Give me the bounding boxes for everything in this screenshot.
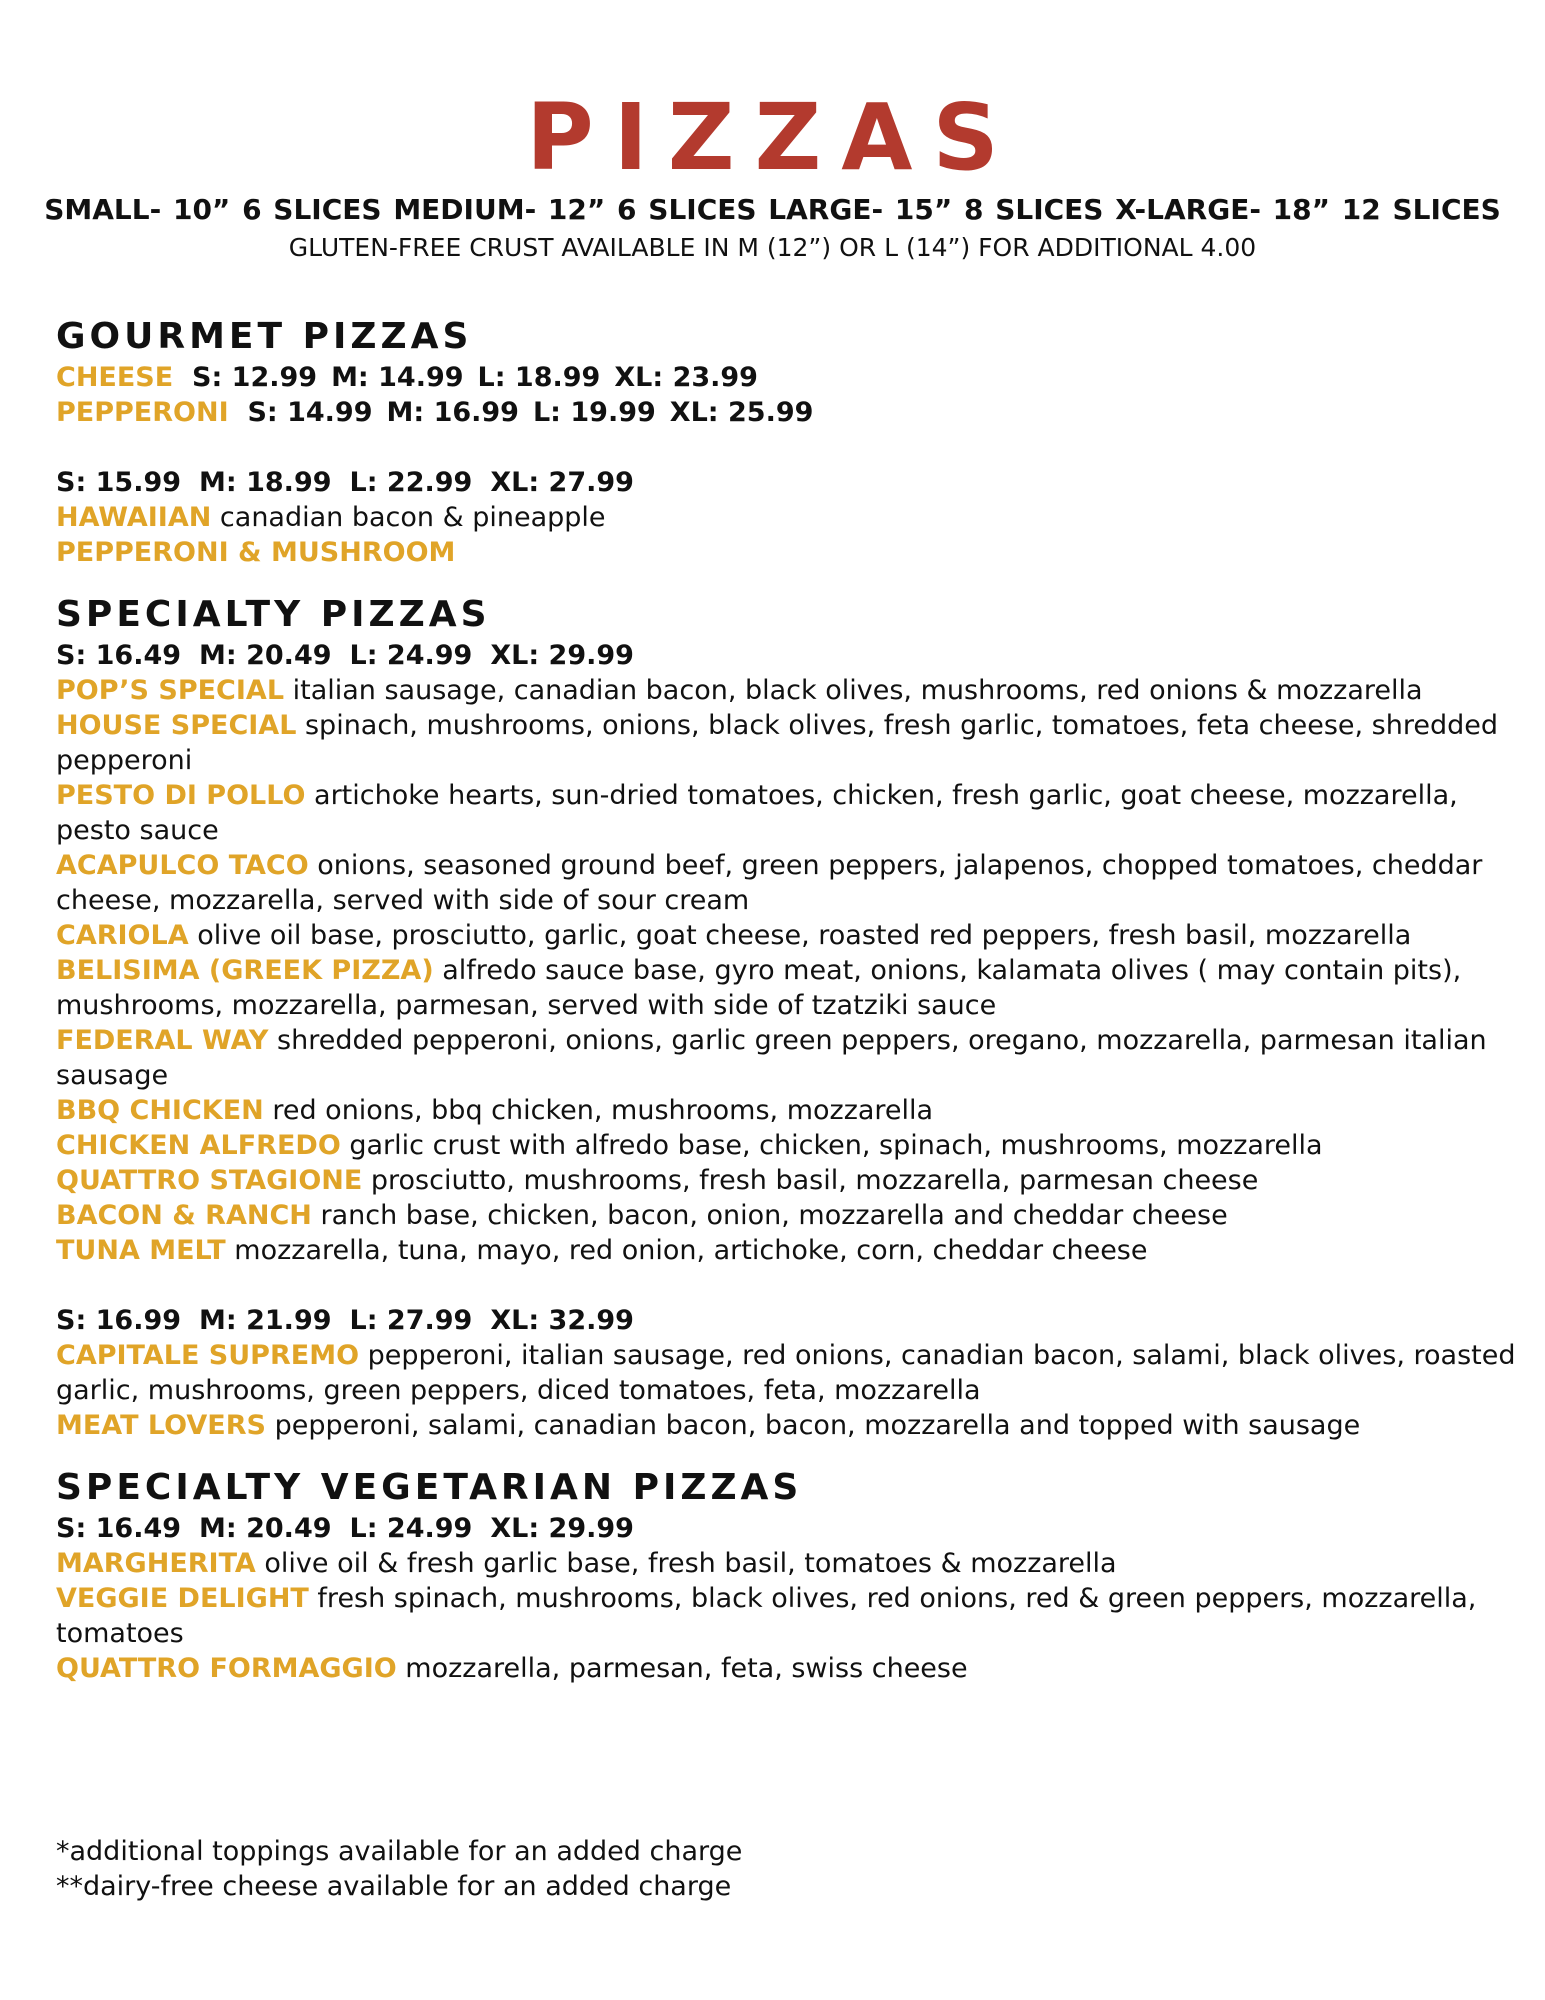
price-medium: M: 16.99 [386, 397, 519, 428]
item-name: FEDERAL WAY [56, 1025, 269, 1056]
item-name: BELISIMA (GREEK PIZZA) [56, 955, 434, 986]
item-name: TUNA MELT [56, 1235, 226, 1266]
menu-item-veggie-delight [56, 1581, 1516, 1651]
price-large: L: 24.99 [349, 640, 473, 671]
price-small: S: 16.49 [56, 640, 182, 671]
footnote-toppings: *additional toppings available for an added charge [56, 1836, 743, 1867]
price-small: S: 16.49 [56, 1513, 182, 1544]
section-heading-vegetarian: SPECIALTY VEGETARIAN PIZZAS [56, 1467, 803, 1508]
item-description: italian sausage, canadian bacon, black olives, mushrooms, red onions & mozzarella [284, 675, 1423, 706]
item-description: garlic crust with alfredo base, chicken, spinach, mushrooms, mozzarella [340, 1130, 1323, 1161]
item-name: BACON & RANCH [56, 1200, 312, 1231]
price-xlarge: XL: 29.99 [490, 1513, 634, 1544]
item-description: red onions, bbq chicken, mushrooms, mozzarella [263, 1095, 934, 1126]
menu-item-tuna-melt [56, 1233, 1516, 1268]
item-name: PEPPERONI [56, 397, 229, 428]
item-description: canadian bacon & pineapple [211, 502, 606, 533]
menu-item-hawaiian [56, 500, 1516, 535]
menu-item-pepperoni-mushroom [56, 535, 1516, 570]
menu-item-quattro-formaggio [56, 1651, 1516, 1686]
item-description: mozzarella, tuna, mayo, red onion, artichoke, corn, cheddar cheese [225, 1235, 1148, 1266]
price-small: S: 12.99 [192, 362, 318, 393]
price-medium: M: 20.49 [199, 1513, 332, 1544]
menu-item-belisima [56, 953, 1516, 1023]
menu-item-meat-lovers [56, 1408, 1516, 1443]
price-small: S: 14.99 [247, 397, 373, 428]
menu-item-house-special [56, 708, 1516, 778]
item-name: CHICKEN ALFREDO [56, 1130, 341, 1161]
menu-item-bacon-ranch [56, 1198, 1516, 1233]
item-description: olive oil & fresh garlic base, fresh basil, tomatoes & mozzarella [255, 1548, 1117, 1579]
price-row-vegetarian [56, 1511, 1516, 1546]
price-small: S: 15.99 [56, 467, 182, 498]
price-row-specialty-group2 [56, 1303, 1516, 1338]
item-description: prosciutto, mushrooms, fresh basil, mozzarella, parmesan cheese [362, 1165, 1259, 1196]
item-name: QUATTRO FORMAGGIO [56, 1653, 397, 1684]
menu-item-pepperoni [56, 395, 1516, 430]
footnotes [56, 1834, 742, 1904]
item-description: alfredo sauce base, gyro meat, onions, kalamata olives ( may contain pits), mushrooms, mozzarella, parmesan, served with side of tzatziki sauce [56, 955, 1462, 1021]
price-medium: M: 18.99 [199, 467, 332, 498]
item-description: ranch base, chicken, bacon, onion, mozzarella and cheddar cheese [311, 1200, 1228, 1231]
menu-item-pops-special [56, 673, 1516, 708]
menu-item-bbq-chicken [56, 1093, 1516, 1128]
item-name: QUATTRO STAGIONE [56, 1165, 363, 1196]
price-xlarge: XL: 29.99 [490, 640, 634, 671]
price-large: L: 22.99 [349, 467, 473, 498]
menu-item-chicken-alfredo [56, 1128, 1516, 1163]
item-name: CAPITALE SUPREMO [56, 1340, 360, 1371]
item-description: artichoke hearts, sun-dried tomatoes, chicken, fresh garlic, goat cheese, mozzarella, pesto sauce [56, 780, 1458, 846]
menu-item-pesto-di-pollo [56, 778, 1516, 848]
price-row-gourmet-group [56, 465, 1516, 500]
item-name: PEPPERONI & MUSHROOM [56, 537, 456, 568]
price-medium: M: 14.99 [331, 362, 464, 393]
item-name: BBQ CHICKEN [56, 1095, 264, 1126]
item-description: onions, seasoned ground beef, green peppers, jalapenos, chopped tomatoes, cheddar cheese, mozzarella, served with side of sour cream [56, 850, 1483, 916]
item-name: CHEESE [56, 362, 174, 393]
footnote-dairy-free: **dairy-free cheese available for an added charge [56, 1871, 732, 1902]
item-description: pepperoni, italian sausage, red onions, canadian bacon, salami, black olives, roasted garlic, mushrooms, green peppers, diced tomatoes, feta, mozzarella [56, 1340, 1516, 1406]
menu-item-quattro-stagione [56, 1163, 1516, 1198]
price-row-specialty-group1 [56, 638, 1516, 673]
menu-item-federal-way [56, 1023, 1516, 1093]
price-large: L: 27.99 [349, 1305, 473, 1336]
item-name: POP’S SPECIAL [56, 675, 285, 706]
item-name: CARIOLA [56, 920, 189, 951]
menu-item-margherita [56, 1546, 1516, 1581]
gluten-free-note: GLUTEN-FREE CRUST AVAILABLE IN M (12”) OR L (14”) FOR ADDITIONAL 4.00 [288, 233, 1257, 262]
sizes-line: SMALL- 10” 6 SLICES MEDIUM- 12” 6 SLICES LARGE- 15” 8 SLICES X-LARGE- 18” 12 SLICES [44, 193, 1501, 226]
price-xlarge: XL: 27.99 [490, 467, 634, 498]
price-xlarge: XL: 32.99 [490, 1305, 634, 1336]
price-medium: M: 21.99 [199, 1305, 332, 1336]
section-heading-specialty: SPECIALTY PIZZAS [56, 594, 491, 635]
item-name: MARGHERITA [56, 1548, 256, 1579]
item-name: HAWAIIAN [56, 502, 212, 533]
price-xlarge: XL: 25.99 [669, 397, 814, 428]
item-description: fresh spinach, mushrooms, black olives, red onions, red & green peppers, mozzarella, tomatoes [56, 1583, 1477, 1649]
item-name: PESTO DI POLLO [56, 780, 306, 811]
price-large: L: 19.99 [532, 397, 656, 428]
price-large: L: 24.99 [349, 1513, 473, 1544]
item-description: olive oil base, prosciutto, garlic, goat cheese, roasted red peppers, fresh basil, mozzarella [188, 920, 1412, 951]
price-medium: M: 20.49 [199, 640, 332, 671]
menu-item-acapulco-taco [56, 848, 1516, 918]
item-name: VEGGIE DELIGHT [56, 1583, 309, 1614]
price-xlarge: XL: 23.99 [614, 362, 758, 393]
item-name: HOUSE SPECIAL [56, 710, 297, 741]
menu-item-cariola [56, 918, 1516, 953]
menu-item-cheese [56, 360, 1516, 395]
item-description: pepperoni, salami, canadian bacon, bacon, mozzarella and topped with sausage [265, 1410, 1361, 1441]
section-heading-gourmet: GOURMET PIZZAS [56, 316, 473, 357]
menu-item-capitale-supremo [56, 1338, 1516, 1408]
item-name: MEAT LOVERS [56, 1410, 266, 1441]
page-title: PIZZAS [526, 84, 1019, 191]
price-large: L: 18.99 [477, 362, 601, 393]
item-description: spinach, mushrooms, onions, black olives, fresh garlic, tomatoes, feta cheese, shredded pepperoni [56, 710, 1498, 776]
menu-body [56, 314, 1516, 1686]
item-name: ACAPULCO TACO [56, 850, 309, 881]
price-small: S: 16.99 [56, 1305, 182, 1336]
item-description: mozzarella, parmesan, feta, swiss cheese [396, 1653, 968, 1684]
item-description: shredded pepperoni, onions, garlic green peppers, oregano, mozzarella, parmesan italian sausage [56, 1025, 1487, 1091]
